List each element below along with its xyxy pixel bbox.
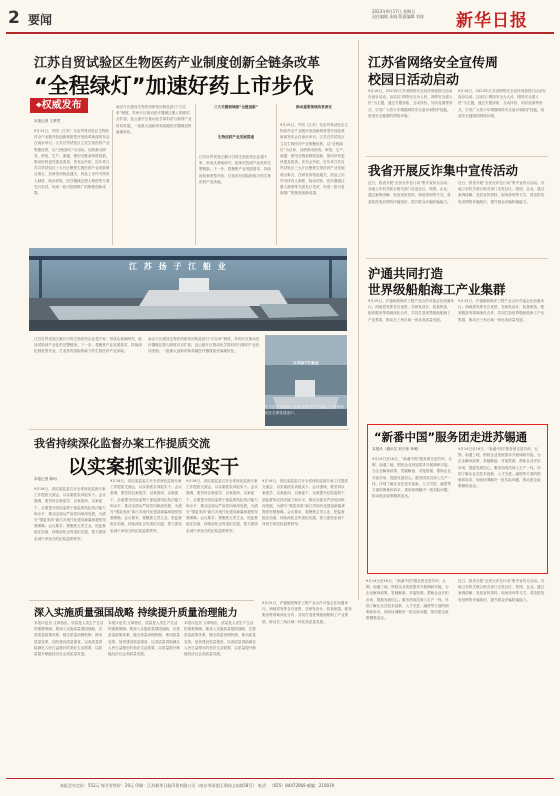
second-body-col1: 9月16日，省纪委监委召开全省深化监督办案工作提质交流会，以实案抓实训促实干。会议强调，要坚持以案促学、以案促训、以案促干，全面提升纪检监察干部监督执纪执法能力和水平，推动全面从严治党向纵深发展，为谱写“强富美高”新江苏现代化建设新篇章提供坚强保障。会议要求，要聚焦主责主业，把监督挺在前面，持续深化正风肃纪反腐，着力建设忠诚干净担当的纪检监察铁军。: [34, 487, 106, 541]
second-kicker: 我省持续深化监督办案工作提质交流: [34, 437, 210, 450]
lead-kicker: 江苏自贸试验区生物医药产业制度创新全链条改革: [34, 56, 321, 71]
lead-byline: 本报记者 王梦然: [34, 119, 61, 123]
column-rule: [195, 104, 196, 245]
bottom-body-col2: 本报评论员 文章指出，质量是人类生产生活的重要保障。要深入实施质量强国战略，完善质量政策体系，健全质量治理机制，推动质量变革，加快建设质量强省，以高质量供给满足人民日益增长的美好生活需要，以质量提升赋能经济社会高质量发展。: [108, 621, 180, 657]
lead-body-col2: 南京片区建设生物医药研发用物品进口“白名单”制度，苏州片区推动医疗器械注册人制度试点扩面，连云港片区推动化学原料药与制剂产业协同发展。一批重大创新药和高端医疗器械加快落地转化。: [116, 105, 192, 134]
right1-headline-2: 校园日活动启动: [368, 73, 460, 88]
column-rule: [276, 104, 277, 245]
lead-body-col3: 江苏自贸试验区累计引育生物医药企业超千家，形成从基础研究、临床试验到产业化的完整链条。下一步，将聚焦产业发展需求，持续深化制度型开放，打造具有国际影响力的生物医药产业高地。: [199, 155, 271, 184]
footer-rule: [6, 778, 554, 779]
lead-headline: “全程绿灯”加速好药上市步伐: [34, 74, 314, 98]
badge-text: 权威发布: [41, 100, 82, 111]
second-body-col2: 9月16日，省纪委监委召开全省深化监督办案工作提质交流会，以实案抓实训促实干。会议强调，要坚持以案促学、以案促训、以案促干，全面提升纪检监察干部监督执纪执法能力和水平，推动全面从严治党向纵深发展，为谱写“强富美高”新江苏现代化建设新篇章提供坚强保障。会议要求，要聚焦主责主业，把监督挺在前面，持续深化正风肃纪反腐，着力建设忠诚干净担当的纪检监察铁军。: [110, 479, 182, 533]
right3-body-col1: 9月15日，沪通船舶海洋工程产业合作对接会在南通举行。两地将发挥各自优势，在研发设计、装备制造、配套服务等领域深化合作，共同打造世界级船舶海工产业集群，推动长三角区域一体化高质量发展。: [368, 299, 454, 322]
section-separator: [29, 600, 254, 601]
boxed-byline: 本报讯（通讯员 刘天帅 李萌）: [372, 447, 422, 451]
lower-body-col-a: 9月15日，沪通船舶海洋工程产业合作对接会在南通举行。两地将发挥各自优势，在研发设计、装备制造、配套服务等领域深化合作，共同打造世界级船舶海工产业集群，推动长三角区域一体化高质量发展。: [262, 601, 352, 624]
boxed-headline: “新番中国”服务团走进苏锡通: [374, 430, 528, 444]
lead-body-col4: 9月15日，中国（江苏）自由贸易试验区生物医药全产业链开放创新制度型开放改革新闻发布会在南京举行。江苏自贸试验区立足生物医药产业集聚优势，以“全程绿灯”为目标，加快推动研发、审批、生产、流通、使用全链条制度创新，推动好药更快惠及患者。发布会介绍，近年来江苏自贸试验区三大片区聚焦生物医药产业发展堵点难点，在研发用物品通关、药品上市许可持有人制度、临床试验、医疗器械注册人制度等方面先行先试，形成一批可复制推广的制度创新成果。: [280, 123, 348, 196]
masthead: [0, 0, 560, 40]
right2-headline: 我省开展反诈集中宣传活动: [368, 163, 519, 178]
lead-body-continued-2: 南京片区建设生物医药研发用物品进口“白名单”制度，苏州片区推动医疗器械注册人制度试点扩面，连云港片区推动化学原料药与制剂产业协同发展。一批重大创新药和高端医疗器械加快落地转化。: [148, 337, 260, 354]
lead-subhead-2: 生物医药产业发展提速: [218, 135, 254, 139]
section-name: 要闻: [28, 13, 53, 27]
masthead-rule: [6, 32, 554, 34]
lead-subhead-3: 推动重要领域改革深化: [296, 105, 332, 109]
bottom-body-col1: 本报评论员 文章指出，质量是人类生产生活的重要保障。要深入实施质量强国战略，完善质量政策体系，健全质量治理机制，推动质量变革，加快建设质量强省，以高质量供给满足人民日益增长的美好生活需要，以质量提升赋能经济社会高质量发展。: [34, 621, 104, 657]
date-line: [372, 9, 442, 19]
editor-text: 责任编辑 朱晓 版面编辑 刘涛: [372, 14, 424, 19]
photo-caption: 位于泰兴市的扬子江船业集团生产基地，一艘艘船舶正在紧张建造中。: [265, 405, 345, 416]
photo-caption-title: 江苏扬子江船业: [293, 361, 319, 365]
ship-sign-text: 江 苏 扬 子 江 船 业: [129, 262, 228, 271]
page-number: 2: [8, 8, 20, 28]
boxed-body-col2: 9月14日至16日，“新番中国”服务团走进苏州、无锡、南通三地，围绕企业发展需求开展调研对接，为企业解读政策、答疑解惑、对接资源，帮助企业开拓市场、提振发展信心。服务团成员深入生产一线，详细了解企业在技术创新、人才引进、融资等方面的困难和诉求，现场协调解决一批实际问题，推动惠企政策精准直达。: [458, 447, 541, 489]
second-body-col3: 9月16日，省纪委监委召开全省深化监督办案工作提质交流会，以实案抓实训促实干。会议强调，要坚持以案促学、以案促训、以案促干，全面提升纪检监察干部监督执纪执法能力和水平，推动全面从严治党向纵深发展，为谱写“强富美高”新江苏现代化建设新篇章提供坚强保障。会议要求，要聚焦主责主业，把监督挺在前面，持续深化正风肃纪反腐，着力建设忠诚干净担当的纪检监察铁军。: [186, 479, 258, 533]
second-byline: 本报记者 陈珂: [34, 477, 57, 481]
right3-headline-1: 沪通共同打造: [368, 266, 444, 281]
shipyard-photo: [29, 248, 347, 331]
bottom-body-col3: 本报评论员 文章指出，质量是人类生产生活的重要保障。要深入实施质量强国战略，完善质量政策体系，健全质量治理机制，推动质量变革，加快建设质量强省，以高质量供给满足人民日益增长的美好生活需要，以质量提升赋能经济社会高质量发展。: [184, 621, 256, 657]
second-body-col4: 9月16日，省纪委监委召开全省深化监督办案工作提质交流会，以实案抓实训促实干。会议强调，要坚持以案促学、以案促训、以案促干，全面提升纪检监察干部监督执纪执法能力和水平，推动全面从严治党向纵深发展，为谱写“强富美高”新江苏现代化建设新篇章提供坚强保障。会议要求，要聚焦主责主业，把监督挺在前面，持续深化正风肃纪反腐，着力建设忠诚干净担当的纪检监察铁军。: [262, 479, 348, 527]
lower-body-col-b: 9月14日至16日，“新番中国”服务团走进苏州、无锡、南通三地，围绕企业发展需求开展调研对接，为企业解读政策、答疑解惑、对接资源，帮助企业开拓市场、提振发展信心。服务团成员深入生产一线，详细了解企业在技术创新、人才引进、融资等方面的困难和诉求，现场协调解决一批实际问题，推动惠企政策精准直达。: [366, 579, 449, 621]
right3-headline-2: 世界级船舶海工产业集群: [368, 282, 506, 297]
authority-badge: [30, 98, 88, 113]
lead-subhead-1: 三大关键领域建“全链创新”: [213, 105, 259, 109]
right3-body-col2: 9月15日，沪通船舶海洋工程产业合作对接会在南通举行。两地将发挥各自优势，在研发设计、装备制造、配套服务等领域深化合作，共同打造世界级船舶海工产业集群，推动长三角区域一体化高质量发展。: [458, 299, 545, 322]
page-column-divider: [358, 40, 359, 600]
section-separator: [29, 429, 349, 430]
footer-text: 本报全年定价：552元 每月零售价：20元 印刷：江苏新华日报印务有限公司（南京市雨花区邓府山东路58号） 电话：（025）84472069 邮编：210019: [60, 783, 335, 788]
lead-body-continued: 江苏自贸试验区累计引育生物医药企业超千家，形成从基础研究、临床试验到产业化的完整链条。下一步，将聚焦产业发展需求，持续深化制度型开放，打造具有国际影响力的生物医药产业高地。: [34, 337, 142, 354]
lower-body-col-c: 近日，我省开展“全民反诈在行动”集中宣传月活动。各地公安机关联合相关部门走进社区、校园、企业，通过案例讲解、发放宣传资料、现场咨询等方式，普及防范电信网络诈骗知识，提升群众识骗防骗能力。: [458, 579, 545, 602]
section-separator: [366, 156, 548, 157]
right1-headline-1: 江苏省网络安全宣传周: [368, 56, 499, 71]
newspaper-logo: 新华日报: [456, 11, 528, 31]
boxed-body-col1: 9月14日至16日，“新番中国”服务团走进苏州、无锡、南通三地，围绕企业发展需求开展调研对接，为企业解读政策、答疑解惑、对接资源，帮助企业开拓市场、提振发展信心。服务团成员深入生产一线，详细了解企业在技术创新、人才引进、融资等方面的困难和诉求，现场协调解决一批实际问题，推动惠企政策精准直达。: [372, 457, 452, 499]
lead-body-col1: 9月15日，中国（江苏）自由贸易试验区生物医药全产业链开放创新制度型开放改革新闻发布会在南京举行。江苏自贸试验区立足生物医药产业集聚优势，以“全程绿灯”为目标，加快推动研发、审批、生产、流通、使用全链条制度创新，推动好药更快惠及患者。发布会介绍，近年来江苏自贸试验区三大片区聚焦生物医药产业发展堵点难点，在研发用物品通关、药品上市许可持有人制度、临床试验、医疗器械注册人制度等方面先行先试，形成一批可复制推广的制度创新成果。: [34, 129, 110, 196]
right2-body-col2: 近日，我省开展“全民反诈在行动”集中宣传月活动。各地公安机关联合相关部门走进社区、校园、企业，通过案例讲解、发放宣传资料、现场咨询等方式，普及防范电信网络诈骗知识，提升群众识骗防骗能力。: [458, 181, 545, 204]
section-separator: [366, 258, 548, 259]
right1-body-col1: 9月16日，2023年江苏省网络安全宣传周校园日活动在南京启动。活动以“网络安全为人民，网络安全靠人民”为主题，通过专题讲座、互动体验、知识竞赛等形式，引导广大青少年增强网络安全意识和防护技能，营造安全健康的网络环境。: [368, 89, 453, 118]
right1-body-col2: 9月16日，2023年江苏省网络安全宣传周校园日活动在南京启动。活动以“网络安全为人民，网络安全靠人民”为主题，通过专题讲座、互动体验、知识竞赛等形式，引导广大青少年增强网络安全意识和防护技能，营造安全健康的网络环境。: [458, 89, 546, 118]
column-rule: [112, 110, 113, 245]
date-text: 2023年9月17日 星期日: [372, 9, 416, 14]
page-footer: [0, 778, 560, 796]
second-headline: 以实案抓实训促实干: [68, 456, 240, 478]
bottom-headline: 深入实施质量强国战略 持续提升质量治理能力: [34, 608, 238, 619]
right2-body-col1: 近日，我省开展“全民反诈在行动”集中宣传月活动。各地公安机关联合相关部门走进社区、校园、企业，通过案例讲解、发放宣传资料、现场咨询等方式，普及防范电信网络诈骗知识，提升群众识骗防骗能力。: [368, 181, 451, 204]
pin-icon: ⌖: [36, 100, 42, 111]
